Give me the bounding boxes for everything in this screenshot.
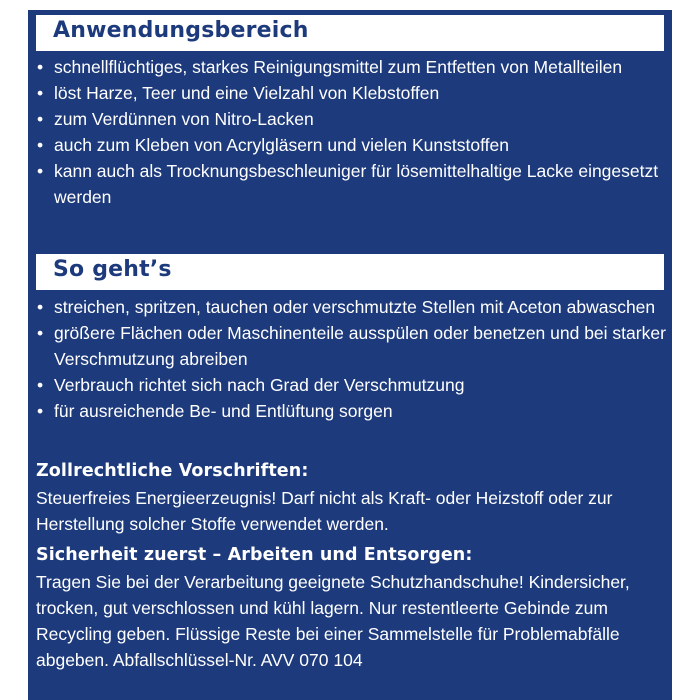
section-heading: Anwendungsbereich: [53, 18, 309, 43]
list-item: • löst Harze, Teer und eine Vielzahl von Klebstoffen: [36, 80, 666, 106]
safety-heading: Sicherheit zuerst – Arbeiten und Entsorgen:: [36, 545, 473, 565]
usage-list: [36, 54, 666, 210]
list-item: • kann auch als Trocknungsbeschleuniger für lösemittelhaltige Lacke eingesetzt werden: [36, 158, 666, 210]
instructions-list: [36, 294, 666, 424]
section-heading-banner: [36, 254, 664, 290]
product-info-panel: [28, 10, 672, 700]
list-item: • auch zum Kleben von Acrylgläsern und vielen Kunststoffen: [36, 132, 666, 158]
list-item: • Verbrauch richtet sich nach Grad der Verschmutzung: [36, 372, 666, 398]
safety-text: Tragen Sie bei der Verarbeitung geeignete Schutzhandschuhe! Kindersicher, trocken, gut verschlossen und kühl lagern. Nur restentleerte Gebinde zum Recycling geben. Flüssige Reste bei einer Sammelstelle für Problemabfälle abgeben. Abfallschlüssel-Nr. AVV 070 104: [36, 572, 630, 670]
section-heading-banner: [36, 15, 664, 51]
list-item: • schnellflüchtiges, starkes Reinigungsmittel zum Entfetten von Metallteilen: [36, 54, 666, 80]
section-heading: So geht’s: [53, 257, 172, 282]
list-item: • für ausreichende Be- und Entlüftung sorgen: [36, 398, 666, 424]
customs-text: Steuerfreies Energieerzeugnis! Darf nicht als Kraft- oder Heizstoff oder zur Herstellung solcher Stoffe verwendet werden.: [36, 488, 613, 534]
list-item: • streichen, spritzen, tauchen oder verschmutzte Stellen mit Aceton abwaschen: [36, 294, 666, 320]
list-item: • zum Verdünnen von Nitro-Lacken: [36, 106, 666, 132]
customs-heading: Zollrechtliche Vorschriften:: [36, 461, 309, 481]
list-item: • größere Flächen oder Maschinenteile ausspülen oder benetzen und bei starker Verschmutzung abreiben: [36, 320, 666, 372]
